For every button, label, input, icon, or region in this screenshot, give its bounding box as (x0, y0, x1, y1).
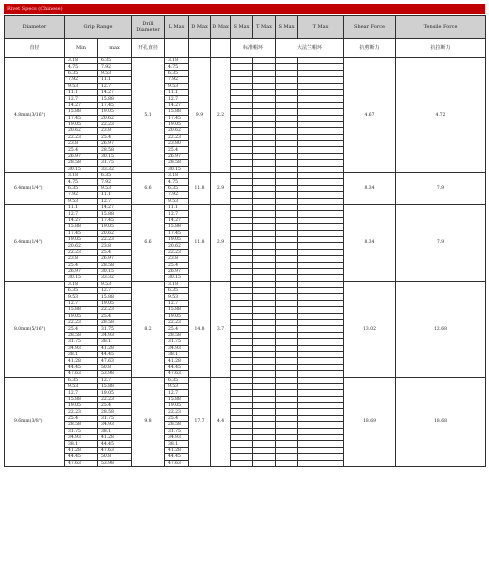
grip-max-cell: 26.97 (98, 256, 132, 262)
grip-max-cell: 38.1 (98, 428, 132, 434)
grip-max-cell: 31.75 (98, 326, 132, 332)
grip-max-cell: 31.75 (98, 160, 132, 166)
header-drill-diameter: Drill Diameter (132, 16, 165, 39)
grip-min-cell: 25.4 (65, 147, 98, 153)
grip-min-cell: 6.35 (65, 70, 98, 76)
grip-min-cell: 17.45 (65, 115, 98, 121)
grip-max-cell: 23.8 (98, 128, 132, 134)
l-max-cell: 38.1 (165, 351, 189, 357)
grip-min-cell: 47.63 (65, 371, 98, 377)
l-max-cell: 3.18 (165, 58, 189, 64)
grip-max-cell: 15.88 (98, 96, 132, 102)
l-max-cell: 14.27 (165, 102, 189, 108)
l-max-cell: 38.1 (165, 441, 189, 447)
header-row-en (5, 16, 486, 39)
grip-min-cell: 19.05 (65, 313, 98, 319)
l-max-cell: 6.35 (165, 288, 189, 294)
grip-min-cell: 6.35 (65, 377, 98, 383)
grip-max-cell: 22.23 (98, 121, 132, 127)
grip-min-cell: 9.53 (65, 83, 98, 89)
grip-max-cell: 17.45 (98, 217, 132, 223)
grip-max-cell: 33.32 (98, 275, 132, 281)
diameter-cell: 6.4mm(1/4") (5, 173, 65, 205)
grip-min-cell: 19.05 (65, 121, 98, 127)
header-cn-flange-collar: 大法兰帽环 (276, 39, 344, 58)
grip-max-cell: 28.58 (98, 320, 132, 326)
grip-max-cell: 7.92 (98, 179, 132, 185)
diameter-cell: 4.8mm(3/16") (5, 58, 65, 173)
l-max-cell: 22.23 (165, 320, 189, 326)
s-max-cell (231, 460, 253, 466)
grip-max-cell: 28.58 (98, 147, 132, 153)
grip-min-cell: 3.18 (65, 281, 98, 287)
grip-max-cell: 33.32 (98, 166, 132, 172)
grip-min-cell: 23.8 (65, 256, 98, 262)
header-cn-l (165, 39, 189, 58)
grip-max-cell: 47.63 (98, 358, 132, 364)
diameter-cell: 9.6mm(3/8") (5, 377, 65, 466)
d2-max-cell: 2.9 (211, 173, 231, 205)
grip-max-cell: 28.58 (98, 262, 132, 268)
l-max-cell: 19.05 (165, 121, 189, 127)
shear-force-cell: 4.67 (344, 58, 396, 173)
l-max-cell: 30.15 (165, 275, 189, 281)
grip-min-cell: 11.1 (65, 204, 98, 210)
grip-max-cell: 9.53 (98, 70, 132, 76)
header-diameter: Diameter (5, 16, 65, 39)
grip-max-cell: 17.45 (98, 102, 132, 108)
grip-max-cell: 30.15 (98, 268, 132, 274)
grip-min-cell: 38.1 (65, 441, 98, 447)
header-max-7: S Max (231, 16, 253, 39)
l-max-cell: 4.75 (165, 64, 189, 70)
l-max-cell: 30.15 (165, 166, 189, 172)
grip-max-cell: 11.1 (98, 192, 132, 198)
grip-min-cell: 44.45 (65, 454, 98, 460)
shear-force-cell: 13.02 (344, 281, 396, 377)
header-grip-range: Grip Range (65, 16, 132, 39)
grip-min-cell: 9.53 (65, 198, 98, 204)
l-max-cell: 6.35 (165, 377, 189, 383)
grip-min-cell: 14.27 (65, 102, 98, 108)
grip-max-cell: 12.7 (98, 288, 132, 294)
grip-max-cell: 19.05 (98, 109, 132, 115)
l-max-cell: 44.45 (165, 454, 189, 460)
grip-max-cell: 34.93 (98, 422, 132, 428)
grip-max-cell: 26.97 (98, 141, 132, 147)
grip-min-cell: 47.63 (65, 460, 98, 466)
grip-min-cell: 23.8 (65, 141, 98, 147)
header-cn-standard-collar: 标准帽环 (231, 39, 276, 58)
shear-force-cell: 8.34 (344, 173, 396, 205)
grip-max-cell: 7.92 (98, 64, 132, 70)
l-max-cell: 34.93 (165, 435, 189, 441)
grip-min-cell: 19.05 (65, 236, 98, 242)
tensile-force-cell: 7.9 (396, 173, 486, 205)
grip-max-cell: 41.28 (98, 345, 132, 351)
grip-max-cell: 15.88 (98, 211, 132, 217)
l-max-cell: 47.63 (165, 460, 189, 466)
grip-min-cell: 20.62 (65, 243, 98, 249)
l-max-cell: 6.35 (165, 70, 189, 76)
grip-min-cell: 14.27 (65, 217, 98, 223)
grip-max-cell: 50.8 (98, 364, 132, 370)
title-text: Rivet Specs (Chinese) (7, 6, 63, 12)
d1-max-cell: 11.8 (189, 173, 211, 205)
grip-min-cell: 28.58 (65, 160, 98, 166)
l-max-cell: 9.53 (165, 383, 189, 389)
tensile-force-cell: 18.68 (396, 377, 486, 466)
l-max-cell: 12.7 (165, 96, 189, 102)
l-max-cell: 19.05 (165, 313, 189, 319)
drill-diameter-cell: 8.2 (132, 281, 165, 377)
grip-max-cell: 53.98 (98, 371, 132, 377)
grip-max-cell: 22.23 (98, 307, 132, 313)
grip-max-cell: 31.75 (98, 415, 132, 421)
l-max-cell: 44.45 (165, 364, 189, 370)
grip-min-cell: 9.53 (65, 383, 98, 389)
d2-max-cell: 4.4 (211, 377, 231, 466)
grip-max-cell: 44.45 (98, 441, 132, 447)
drill-diameter-cell: 6.6 (132, 204, 165, 281)
l-max-cell: 41.28 (165, 358, 189, 364)
grip-max-cell: 30.15 (98, 153, 132, 159)
l-max-cell: 19.05 (165, 236, 189, 242)
l-max-cell: 47.63 (165, 371, 189, 377)
grip-min-cell: 25.4 (65, 415, 98, 421)
grip-min-cell: 15.88 (65, 396, 98, 402)
grip-max-cell: 41.28 (98, 435, 132, 441)
grip-min-cell: 22.23 (65, 249, 98, 255)
grip-max-cell: 14.27 (98, 89, 132, 95)
header-cn-drill: 开孔直径 (132, 39, 165, 58)
d1-max-cell: 17.7 (189, 377, 211, 466)
d1-max-cell: 11.8 (189, 204, 211, 281)
l-max-cell: 28.58 (165, 332, 189, 338)
grip-max-cell: 22.23 (98, 236, 132, 242)
grip-min-cell: 34.93 (65, 435, 98, 441)
l-max-cell: 9.53 (165, 83, 189, 89)
header-tensile-force: Tensile Force (396, 16, 486, 39)
l-max-cell: 19.05 (165, 403, 189, 409)
grip-min-cell: 30.15 (65, 166, 98, 172)
l-max-cell: 11.1 (165, 204, 189, 210)
grip-max-cell: 38.1 (98, 339, 132, 345)
grip-max-cell: 25.4 (98, 403, 132, 409)
grip-min-cell: 44.45 (65, 364, 98, 370)
header-cn-d1 (189, 39, 211, 58)
grip-max-cell: 14.27 (98, 204, 132, 210)
l-max-cell: 31.75 (165, 339, 189, 345)
grip-max-cell: 34.93 (98, 332, 132, 338)
grip-min-cell: 7.92 (65, 77, 98, 83)
grip-max-cell: 12.7 (98, 377, 132, 383)
header-min: Min (65, 39, 98, 58)
diameter-cell: 6.4mm(1/4") (5, 204, 65, 281)
grip-min-cell: 12.7 (65, 300, 98, 306)
drill-diameter-cell: 5.1 (132, 58, 165, 173)
grip-max-cell: 6.35 (98, 173, 132, 179)
header-cn-diameter: 直径 (5, 39, 65, 58)
l-max-cell: 23.80 (165, 141, 189, 147)
header-max-9: S Max (276, 16, 298, 39)
l-max-cell: 31.75 (165, 428, 189, 434)
grip-min-cell: 11.1 (65, 89, 98, 95)
grip-min-cell: 15.88 (65, 109, 98, 115)
header-max-8: T Max (253, 16, 276, 39)
grip-max-cell: 19.05 (98, 224, 132, 230)
grip-min-cell: 25.4 (65, 326, 98, 332)
grip-max-cell: 19.05 (98, 300, 132, 306)
grip-min-cell: 22.23 (65, 320, 98, 326)
grip-min-cell: 12.7 (65, 211, 98, 217)
l-max-cell: 3.18 (165, 173, 189, 179)
d1-max-cell: 9.9 (189, 58, 211, 173)
grip-min-cell: 31.75 (65, 339, 98, 345)
grip-max-cell: 25.4 (98, 134, 132, 140)
l-max-cell: 26.97 (165, 153, 189, 159)
title-bar (4, 4, 485, 14)
header-cn-tensile: 抗拉断力 (396, 39, 486, 58)
diameter-cell: 8.0mm(5/16") (5, 281, 65, 377)
grip-min-cell: 20.62 (65, 128, 98, 134)
l-max-cell: 6.35 (165, 185, 189, 191)
l-max-cell: 4.75 (165, 179, 189, 185)
l-max-cell: 23.8 (165, 256, 189, 262)
grip-min-cell: 26.97 (65, 153, 98, 159)
t2-max-cell (298, 460, 344, 466)
grip-max-cell: 6.35 (98, 58, 132, 64)
grip-min-cell: 12.7 (65, 96, 98, 102)
l-max-cell: 25.4 (165, 147, 189, 153)
l-max-cell: 7.92 (165, 192, 189, 198)
grip-min-cell: 6.35 (65, 185, 98, 191)
l-max-cell: 12.7 (165, 300, 189, 306)
grip-min-cell: 41.28 (65, 358, 98, 364)
grip-min-cell: 4.75 (65, 64, 98, 70)
grip-max-cell: 20.62 (98, 230, 132, 236)
grip-max-cell: 20.62 (98, 115, 132, 121)
d2-max-cell: 3.7 (211, 281, 231, 377)
l-max-cell: 17.45 (165, 115, 189, 121)
grip-max-cell: 25.4 (98, 249, 132, 255)
grip-min-cell: 34.93 (65, 345, 98, 351)
l-max-cell: 22.23 (165, 249, 189, 255)
l-max-cell: 12.7 (165, 390, 189, 396)
grip-min-cell: 12.7 (65, 390, 98, 396)
l-max-cell: 25.4 (165, 326, 189, 332)
grip-max-cell: 9.53 (98, 185, 132, 191)
header-cn-d2 (211, 39, 231, 58)
header-row-cn (5, 39, 486, 58)
grip-min-cell: 26.97 (65, 268, 98, 274)
l-max-cell: 28.58 (165, 160, 189, 166)
grip-max-cell: 9.53 (98, 281, 132, 287)
l-max-cell: 15.88 (165, 396, 189, 402)
grip-max-cell: 44.45 (98, 351, 132, 357)
l-max-cell: 20.62 (165, 128, 189, 134)
grip-min-cell: 15.88 (65, 224, 98, 230)
l-max-cell: 22.23 (165, 409, 189, 415)
l-max-cell: 15.88 (165, 109, 189, 115)
grip-max-cell: 25.4 (98, 313, 132, 319)
grip-max-cell: 19.05 (98, 390, 132, 396)
grip-max-cell: 12.7 (98, 198, 132, 204)
grip-min-cell: 17.45 (65, 230, 98, 236)
grip-max-cell: 22.23 (98, 396, 132, 402)
grip-min-cell: 6.35 (65, 288, 98, 294)
header-max-10: T Max (298, 16, 344, 39)
l-max-cell: 12.7 (165, 211, 189, 217)
l-max-cell: 14.27 (165, 217, 189, 223)
l-max-cell: 9.53 (165, 294, 189, 300)
grip-min-cell: 28.58 (65, 332, 98, 338)
d2-max-cell: 2.2 (211, 58, 231, 173)
grip-min-cell: 3.18 (65, 58, 98, 64)
l-max-cell: 15.88 (165, 307, 189, 313)
shear-force-cell: 8.34 (344, 204, 396, 281)
l-max-cell: 28.58 (165, 422, 189, 428)
spec-table (4, 15, 486, 467)
l-max-cell: 9.53 (165, 198, 189, 204)
grip-min-cell: 28.58 (65, 422, 98, 428)
l-max-cell: 7.92 (165, 77, 189, 83)
grip-max-cell: 47.63 (98, 447, 132, 453)
grip-min-cell: 25.4 (65, 262, 98, 268)
grip-min-cell: 41.28 (65, 447, 98, 453)
grip-min-cell: 15.88 (65, 307, 98, 313)
header-max: max (98, 39, 132, 58)
shear-force-cell: 18.69 (344, 377, 396, 466)
l-max-cell: 3.18 (165, 281, 189, 287)
grip-min-cell: 9.53 (65, 294, 98, 300)
l-max-cell: 25.4 (165, 415, 189, 421)
header-shear-force: Shear Force (344, 16, 396, 39)
t-max-cell (253, 460, 276, 466)
d1-max-cell: 14.8 (189, 281, 211, 377)
grip-max-cell: 11.1 (98, 77, 132, 83)
grip-max-cell: 15.88 (98, 294, 132, 300)
l-max-cell: 17.45 (165, 230, 189, 236)
header-max-4: L Max (165, 16, 189, 39)
l-max-cell: 25.4 (165, 262, 189, 268)
drill-diameter-cell: 9.8 (132, 377, 165, 466)
grip-max-cell: 53.98 (98, 460, 132, 466)
grip-min-cell: 22.23 (65, 409, 98, 415)
l-max-cell: 15.88 (165, 224, 189, 230)
d2-max-cell: 2.9 (211, 204, 231, 281)
tensile-force-cell: 7.9 (396, 204, 486, 281)
grip-max-cell: 23.8 (98, 243, 132, 249)
grip-min-cell: 38.1 (65, 351, 98, 357)
drill-diameter-cell: 6.6 (132, 173, 165, 205)
l-max-cell: 41.28 (165, 447, 189, 453)
grip-min-cell: 30.15 (65, 275, 98, 281)
l-max-cell: 22.23 (165, 134, 189, 140)
grip-max-cell: 15.88 (98, 383, 132, 389)
grip-min-cell: 3.18 (65, 173, 98, 179)
grip-max-cell: 12.7 (98, 83, 132, 89)
grip-min-cell: 19.05 (65, 403, 98, 409)
grip-min-cell: 31.75 (65, 428, 98, 434)
l-max-cell: 34.93 (165, 345, 189, 351)
grip-max-cell: 50.8 (98, 454, 132, 460)
header-max-5: D Max (189, 16, 211, 39)
grip-min-cell: 22.23 (65, 134, 98, 140)
l-max-cell: 26.97 (165, 268, 189, 274)
grip-min-cell: 7.92 (65, 192, 98, 198)
grip-max-cell: 28.58 (98, 409, 132, 415)
header-cn-shear: 抗剪断力 (344, 39, 396, 58)
l-max-cell: 20.62 (165, 243, 189, 249)
tensile-force-cell: 12.68 (396, 281, 486, 377)
header-max-6: D Max (211, 16, 231, 39)
l-max-cell: 11.1 (165, 89, 189, 95)
tensile-force-cell: 4.72 (396, 58, 486, 173)
s2-max-cell (276, 460, 298, 466)
grip-min-cell: 4.75 (65, 179, 98, 185)
